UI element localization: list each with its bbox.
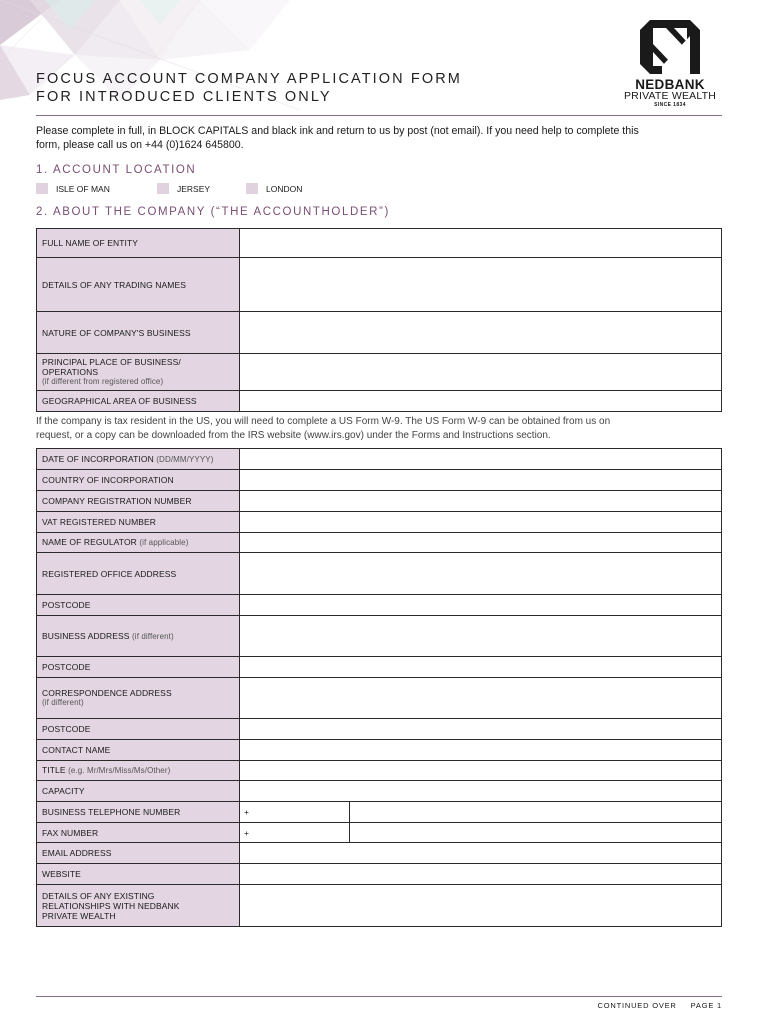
business-postcode-input[interactable]	[240, 657, 722, 678]
table-row	[37, 449, 722, 470]
location-option-jersey[interactable]	[157, 183, 246, 194]
field-label-correspondence-address	[37, 678, 240, 719]
table-row	[37, 802, 722, 823]
incorporation-details-table	[36, 448, 722, 927]
geographical-area-input[interactable]	[240, 391, 722, 412]
correspondence-address-input[interactable]	[240, 678, 722, 719]
nedbank-logo	[618, 20, 722, 108]
fax-number-input[interactable]	[350, 823, 722, 843]
field-label-postcode: POSTCODE	[37, 595, 240, 616]
telephone-number-input[interactable]	[350, 802, 722, 823]
table-row	[37, 391, 722, 412]
label-note: (e.g. Mr/Mrs/Miss/Ms/Other)	[68, 766, 171, 775]
header-divider	[36, 115, 722, 116]
table-row	[37, 823, 722, 843]
table-row	[37, 595, 722, 616]
page-footer	[598, 1001, 722, 1010]
page-number: PAGE 1	[690, 1001, 722, 1010]
field-label-registration-number: COMPANY REGISTRATION NUMBER	[37, 491, 240, 512]
label-text: BUSINESS ADDRESS	[42, 630, 130, 641]
location-label: LONDON	[266, 183, 303, 194]
nedbank-n-icon	[640, 20, 700, 74]
field-label-email: EMAIL ADDRESS	[37, 843, 240, 864]
full-name-input[interactable]	[240, 229, 722, 258]
table-row	[37, 258, 722, 312]
field-label-website: WEBSITE	[37, 864, 240, 885]
label-note: (if different)	[42, 698, 84, 707]
regulator-input[interactable]	[240, 533, 722, 553]
table-row	[37, 312, 722, 354]
label-line: PRINCIPAL PLACE OF BUSINESS/	[42, 357, 181, 367]
field-label-trading-names: DETAILS OF ANY TRADING NAMES	[37, 258, 240, 312]
field-label-principal-place	[37, 354, 240, 391]
label-line: PRIVATE WEALTH	[42, 910, 116, 921]
account-location-options	[36, 183, 302, 194]
logo-subtitle: PRIVATE WEALTH	[623, 90, 717, 102]
table-row	[37, 470, 722, 491]
table-row	[37, 864, 722, 885]
registered-postcode-input[interactable]	[240, 595, 722, 616]
label-line: RELATIONSHIPS WITH NEDBANK	[42, 900, 180, 911]
table-row	[37, 533, 722, 553]
trading-names-input[interactable]	[240, 258, 722, 312]
checkbox-london[interactable]	[246, 183, 258, 194]
field-label-title	[37, 761, 240, 781]
field-label-nature-of-business: NATURE OF COMPANY'S BUSINESS	[37, 312, 240, 354]
website-input[interactable]	[240, 864, 722, 885]
nature-of-business-input[interactable]	[240, 312, 722, 354]
table-row	[37, 229, 722, 258]
us-tax-note	[36, 415, 726, 442]
existing-relationships-input[interactable]	[240, 885, 722, 927]
intro-line-1: Please complete in full, in BLOCK CAPITALS and black ink and return to us by post (not email). If you need help to complete this	[36, 125, 639, 137]
vat-number-input[interactable]	[240, 512, 722, 533]
us-tax-note-line-1: If the company is tax resident in the US, you will need to complete a US Form W-9. The US Form W-9 can be obtained from us on	[36, 416, 611, 427]
table-row	[37, 781, 722, 802]
logo-since: SINCE 1834	[654, 102, 686, 108]
registered-office-address-input[interactable]	[240, 553, 722, 595]
section-account-location-title: 1. ACCOUNT LOCATION	[36, 164, 197, 176]
field-label-postcode: POSTCODE	[37, 719, 240, 740]
label-note: (if applicable)	[139, 538, 189, 547]
date-of-incorporation-input[interactable]	[240, 449, 722, 470]
location-option-isle-of-man[interactable]	[36, 183, 157, 194]
fax-country-code-input[interactable]: +	[240, 823, 350, 843]
table-row	[37, 553, 722, 595]
table-row	[37, 885, 722, 927]
registration-number-input[interactable]	[240, 491, 722, 512]
field-label-business-address	[37, 616, 240, 657]
company-details-table	[36, 228, 722, 412]
label-line: OPERATIONS	[42, 367, 99, 377]
form-title-line-2: FOR INTRODUCED CLIENTS ONLY	[36, 89, 332, 105]
location-option-london[interactable]	[246, 183, 302, 194]
table-row	[37, 761, 722, 781]
title-input[interactable]	[240, 761, 722, 781]
field-label-contact-name: CONTACT NAME	[37, 740, 240, 761]
checkbox-isle-of-man[interactable]	[36, 183, 48, 194]
location-label: JERSEY	[177, 183, 211, 194]
field-label-full-name: FULL NAME OF ENTITY	[37, 229, 240, 258]
location-label: ISLE OF MAN	[56, 183, 110, 194]
table-row	[37, 616, 722, 657]
form-header	[36, 70, 722, 116]
principal-place-input[interactable]	[240, 354, 722, 391]
field-label-business-telephone: BUSINESS TELEPHONE NUMBER	[37, 802, 240, 823]
field-label-fax-number: FAX NUMBER	[37, 823, 240, 843]
label-text: DATE OF INCORPORATION	[42, 453, 154, 464]
field-label-vat-number: VAT REGISTERED NUMBER	[37, 512, 240, 533]
capacity-input[interactable]	[240, 781, 722, 802]
field-label-registered-office-address: REGISTERED OFFICE ADDRESS	[37, 553, 240, 595]
logo-brand-name: NEDBANK	[635, 77, 705, 92]
label-text: TITLE	[42, 765, 66, 775]
label-line: DETAILS OF ANY EXISTING	[42, 890, 155, 901]
table-row	[37, 740, 722, 761]
country-of-incorporation-input[interactable]	[240, 470, 722, 491]
field-label-country-of-incorporation: COUNTRY OF INCORPORATION	[37, 470, 240, 491]
us-tax-note-line-2: request, or a copy can be downloaded from the IRS website (www.irs.gov) under the Forms and Instructions section.	[36, 429, 551, 441]
continued-over-text: CONTINUED OVER	[597, 1001, 677, 1010]
field-label-regulator	[37, 533, 240, 553]
field-label-existing-relationships	[37, 885, 240, 927]
telephone-country-code-input[interactable]: +	[240, 802, 350, 823]
footer-divider	[36, 996, 722, 997]
label-text: CORRESPONDENCE ADDRESS	[42, 688, 172, 698]
intro-line-2: form, please call us on +44 (0)1624 645800.	[36, 138, 244, 151]
email-input[interactable]	[240, 843, 722, 864]
intro-instructions	[36, 125, 726, 152]
label-text: NAME OF REGULATOR	[42, 537, 137, 547]
field-label-date-of-incorporation	[37, 449, 240, 470]
table-row	[37, 354, 722, 391]
table-row	[37, 657, 722, 678]
table-row	[37, 843, 722, 864]
field-label-postcode: POSTCODE	[37, 657, 240, 678]
label-note: (if different from registered office)	[42, 377, 164, 386]
label-note: (DD/MM/YYYY)	[156, 454, 214, 464]
contact-name-input[interactable]	[240, 740, 722, 761]
business-address-input[interactable]	[240, 616, 722, 657]
form-title-line-1: FOCUS ACCOUNT COMPANY APPLICATION FORM	[36, 71, 462, 87]
label-note: (if different)	[132, 631, 174, 641]
section-about-company-title: 2. ABOUT THE COMPANY (“THE ACCOUNTHOLDER”)	[36, 206, 390, 218]
checkbox-jersey[interactable]	[157, 183, 169, 194]
table-row	[37, 678, 722, 719]
field-label-capacity: CAPACITY	[37, 781, 240, 802]
table-row	[37, 491, 722, 512]
correspondence-postcode-input[interactable]	[240, 719, 722, 740]
table-row	[37, 512, 722, 533]
table-row	[37, 719, 722, 740]
field-label-geographical-area: GEOGRAPHICAL AREA OF BUSINESS	[37, 391, 240, 412]
